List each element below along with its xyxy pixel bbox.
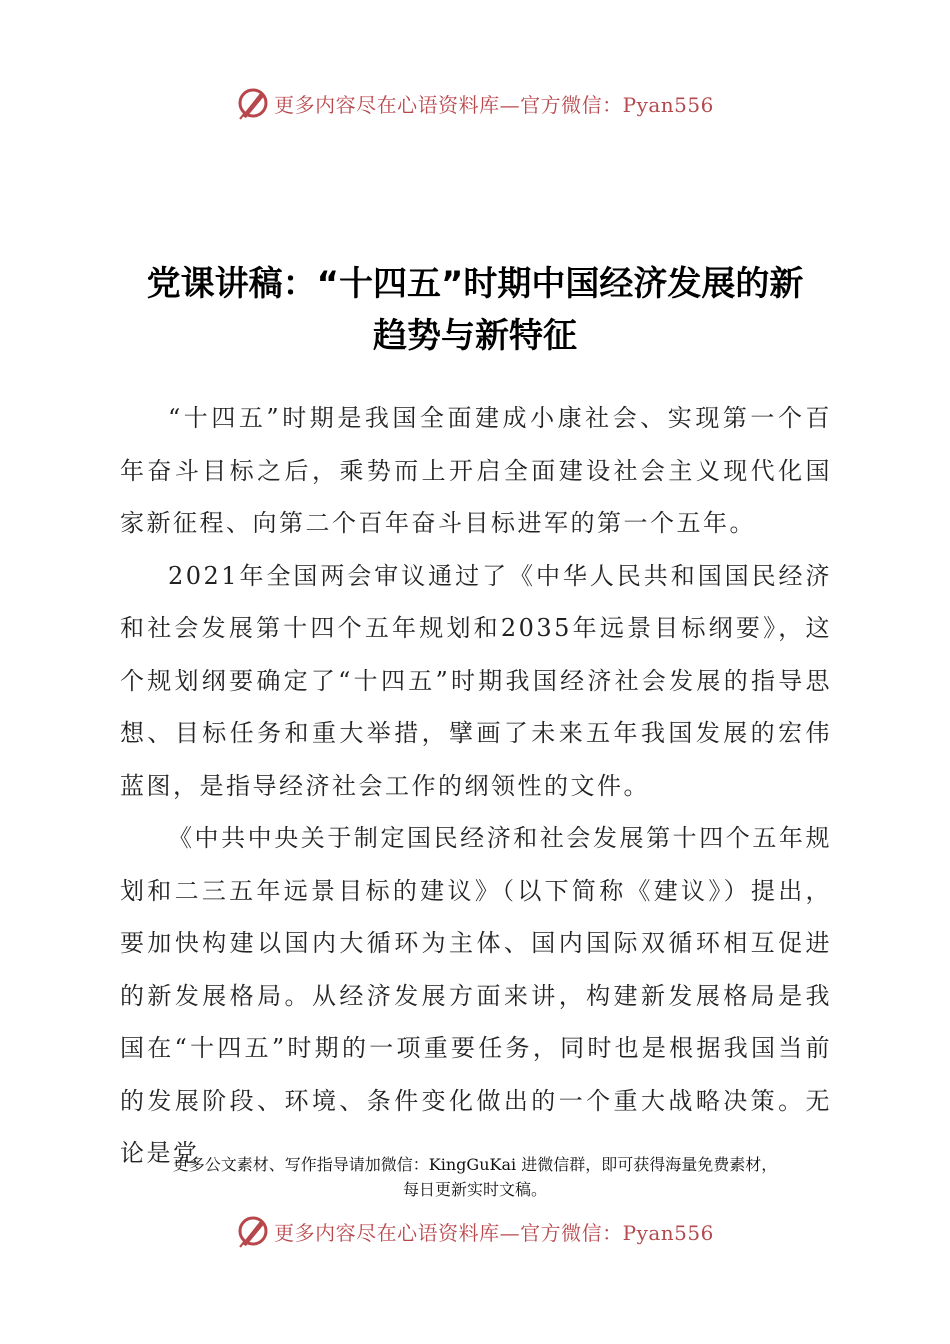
watermark-banner-top bbox=[0, 81, 950, 125]
footer-note-line-2: 每日更新实时文稿。 bbox=[402, 1180, 547, 1199]
watermark-banner-bottom bbox=[0, 1209, 950, 1253]
quill-pen-circle-icon bbox=[236, 86, 270, 120]
watermark-wechat-id: Pyan556 bbox=[622, 92, 714, 117]
paragraph: 《中共中央关于制定国民经济和社会发展第十四个五年规划和二三五年远景目标的建议》（以下简称《建议》）提出，要加快构建以国内大循环为主体、国内国际双循环相互促进的新发展格局。从经济发展方面来讲，构建新发展格局是我国在“十四五”时期的一项重要任务，同时也是根据我国当前的发展阶段、环境、条件变化做出的一个重大战略决策。无论是党 bbox=[120, 824, 832, 1167]
quill-pen-circle-icon bbox=[236, 1214, 270, 1248]
document-body bbox=[120, 392, 832, 1180]
footer-note bbox=[0, 1152, 950, 1202]
paragraph: 2021年全国两会审议通过了《中华人民共和国国民经济和社会发展第十四个五年规划和2035年远景目标纲要》，这个规划纲要确定了“十四五”时期我国经济社会发展的指导思想、目标任务和重大举措，擘画了未来五年我国发展的宏伟蓝图，是指导经济社会工作的纲领性的文件。 bbox=[120, 561, 832, 800]
page-title bbox=[0, 258, 950, 362]
paragraph: “十四五”时期是我国全面建成小康社会、实现第一个百年奋斗目标之后，乘势而上开启全面建设社会主义现代化国家新征程、向第二个百年奋斗目标进军的第一个五年。 bbox=[120, 404, 832, 537]
watermark-wechat-id: Pyan556 bbox=[622, 1220, 714, 1245]
page-title-line-1: 党课讲稿：“十四五”时期中国经济发展的新 bbox=[146, 264, 804, 304]
footer-note-line-1: 更多公文素材、写作指导请加微信：KingGuKai 进微信群，即可获得海量免费素材， bbox=[172, 1155, 778, 1174]
watermark-text: 更多内容尽在心语资料库—官方微信：Pyan556 bbox=[274, 1220, 714, 1245]
page-title-line-2: 趋势与新特征 bbox=[373, 316, 577, 356]
watermark-text: 更多内容尽在心语资料库—官方微信：Pyan556 bbox=[274, 92, 714, 117]
